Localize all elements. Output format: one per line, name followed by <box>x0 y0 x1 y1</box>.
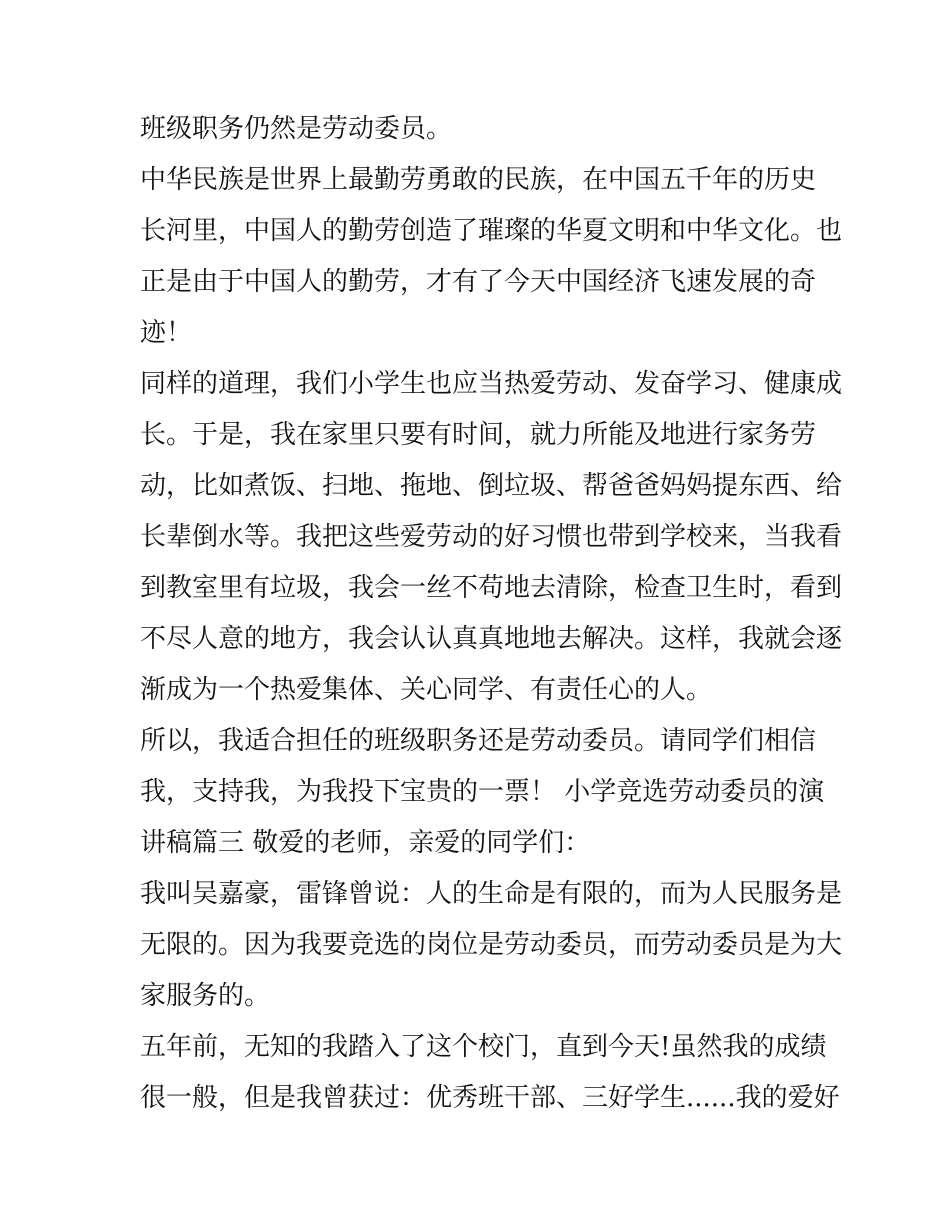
text-line: 家服务的。 <box>140 981 271 1011</box>
text-line: 五年前，无知的我踏入了这个校门，直到今天!虽然我的成绩 <box>140 1032 827 1062</box>
document-body <box>140 104 843 1124</box>
text-line: 长。于是，我在家里只要有时间，就力所能及地进行家务劳 <box>140 420 817 450</box>
text-line: 我叫吴嘉豪，雷锋曾说：人的生命是有限的，而为人民服务是 <box>140 879 843 909</box>
text-line: 中华民族是世界上最勤劳勇敢的民族，在中国五千年的历史 <box>140 165 817 195</box>
text-line: 不尽人意的地方，我会认认真真地地去解决。这样，我就会逐 <box>140 624 843 654</box>
text-line: 所以，我适合担任的班级职务还是劳动委员。请同学们相信 <box>140 726 817 756</box>
text-line: 讲稿篇三 敬爱的老师，亲爱的同学们： <box>140 828 591 858</box>
text-line: 渐成为一个热爱集体、关心同学、有责任心的人。 <box>140 675 713 705</box>
text-line: 到教室里有垃圾，我会一丝不苟地去清除，检查卫生时，看到 <box>140 573 843 603</box>
text-line: 无限的。因为我要竞选的岗位是劳动委员，而劳动委员是为大 <box>140 930 843 960</box>
text-line: 我，支持我，为我投下宝贵的一票！ 小学竞选劳动委员的演 <box>140 777 825 807</box>
text-line: 长辈倒水等。我把这些爱劳动的好习惯也带到学校来，当我看 <box>140 522 843 552</box>
text-line: 动，比如煮饭、扫地、拖地、倒垃圾、帮爸爸妈妈提东西、给 <box>140 471 843 501</box>
text-line: 同样的道理，我们小学生也应当热爱劳动、发奋学习、健康成 <box>140 369 843 399</box>
text-line: 班级职务仍然是劳动委员。 <box>140 114 453 144</box>
text-line: 长河里，中国人的勤劳创造了璀璨的华夏文明和中华文化。也 <box>140 216 843 246</box>
text-line: 正是由于中国人的勤劳，才有了今天中国经济飞速发展的奇 <box>140 267 817 297</box>
text-line: 迹！ <box>140 318 193 348</box>
text-line: 很一般，但是我曾获过：优秀班干部、三好学生......我的爱好 <box>140 1083 840 1113</box>
